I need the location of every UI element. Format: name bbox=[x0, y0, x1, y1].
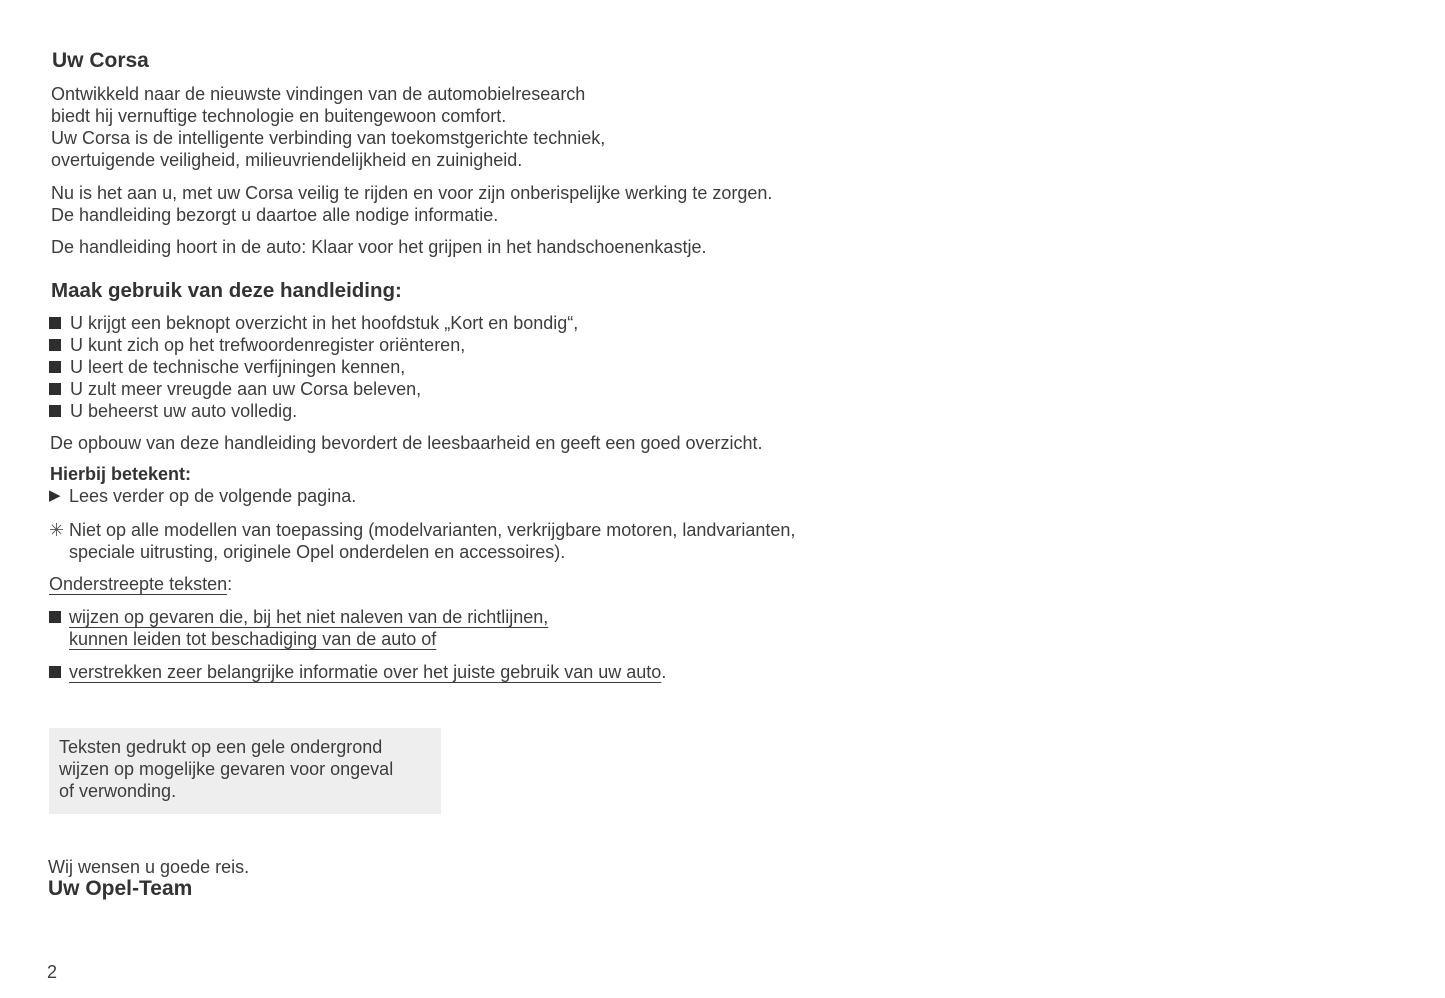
underlined-item-info bbox=[49, 661, 666, 683]
list-item-text: U krijgt een beknopt overzicht in het hoofdstuk „Kort en bondig“, bbox=[70, 313, 579, 333]
list-item bbox=[49, 334, 578, 356]
arrow-legend bbox=[49, 485, 356, 507]
square-bullet-icon bbox=[49, 361, 61, 373]
asterisk-legend bbox=[49, 519, 795, 563]
glovebox-line: De handleiding hoort in de auto: Klaar voor het grijpen in het handschoenenkastje. bbox=[51, 237, 707, 257]
note-line: wijzen op mogelijke gevaren voor ongeval bbox=[59, 759, 394, 779]
responsibility-paragraph bbox=[51, 182, 772, 226]
list-item bbox=[49, 312, 578, 334]
square-bullet-icon bbox=[49, 339, 61, 351]
warning-note-box bbox=[49, 728, 441, 814]
underlined-line: wijzen op gevaren die, bij het niet naleven van de richtlijnen, bbox=[69, 607, 549, 627]
list-item-text: U kunt zich op het trefwoordenregister oriënteren, bbox=[70, 335, 466, 355]
usage-heading: Maak gebruik van deze handleiding: bbox=[51, 279, 402, 302]
square-bullet-icon bbox=[49, 666, 61, 678]
note-line: of verwonding. bbox=[59, 781, 177, 801]
meaning-heading: Hierbij betekent: bbox=[50, 464, 192, 484]
closing-text: Wij wensen u goede reis. bbox=[48, 857, 250, 877]
underlined-item-warning bbox=[49, 606, 548, 650]
list-item-text: U leert de technische verfijningen kennen, bbox=[70, 357, 406, 377]
asterisk-line: Niet op alle modellen van toepassing (modelvarianten, verkrijgbare motoren, landvarianten, bbox=[69, 520, 796, 540]
square-bullet-icon bbox=[49, 383, 61, 395]
asterisk-line: speciale uitrusting, originele Opel onderdelen en accessoires). bbox=[69, 542, 566, 562]
colon: : bbox=[227, 574, 233, 594]
underlined-item-text bbox=[69, 606, 548, 650]
list-item-text: U zult meer vreugde aan uw Corsa beleven, bbox=[70, 379, 422, 399]
list-item bbox=[49, 356, 578, 378]
underlined-heading-text: Onderstreepte teksten bbox=[49, 574, 228, 594]
square-bullet-icon bbox=[49, 611, 61, 623]
page-number: 2 bbox=[47, 962, 58, 982]
intro-line: Uw Corsa is de intelligente verbinding van toekomstgerichte techniek, bbox=[51, 128, 606, 148]
arrow-right-icon: ▶ bbox=[49, 487, 61, 504]
square-bullet-icon bbox=[49, 317, 61, 329]
intro-line: Ontwikkeld naar de nieuwste vindingen van de automobielresearch bbox=[51, 84, 586, 104]
arrow-legend-text: Lees verder op de volgende pagina. bbox=[69, 486, 357, 506]
intro-line: biedt hij vernuftige technologie en buitengewoon comfort. bbox=[51, 106, 507, 126]
glovebox-paragraph bbox=[51, 236, 706, 258]
asterisk-icon: ✳ bbox=[49, 520, 65, 540]
period: . bbox=[661, 662, 667, 682]
asterisk-legend-text bbox=[69, 519, 795, 563]
intro-line: overtuigende veiligheid, milieuvriendelijkheid en zuinigheid. bbox=[51, 150, 523, 170]
note-line: Teksten gedrukt op een gele ondergrond bbox=[59, 737, 383, 757]
responsibility-line: Nu is het aan u, met uw Corsa veilig te rijden en voor zijn onberispelijke werking te zorgen. bbox=[51, 183, 773, 203]
responsibility-line: De handleiding bezorgt u daartoe alle nodige informatie. bbox=[51, 205, 499, 225]
structure-paragraph bbox=[50, 432, 763, 454]
underlined-line: kunnen leiden tot beschadiging van de auto of bbox=[69, 629, 437, 649]
page-title: Uw Corsa bbox=[52, 49, 149, 72]
usage-list bbox=[49, 312, 578, 422]
underlined-line: verstrekken zeer belangrijke informatie over het juiste gebruik van uw auto bbox=[69, 662, 662, 682]
list-item-text: U beheerst uw auto volledig. bbox=[70, 401, 298, 421]
list-item bbox=[49, 378, 578, 400]
square-bullet-icon bbox=[49, 405, 61, 417]
structure-line: De opbouw van deze handleiding bevordert de leesbaarheid en geeft een goed overzicht. bbox=[50, 433, 763, 453]
list-item bbox=[49, 400, 578, 422]
intro-paragraph bbox=[51, 83, 605, 171]
signature: Uw Opel-Team bbox=[48, 877, 193, 900]
underlined-heading bbox=[49, 573, 232, 595]
